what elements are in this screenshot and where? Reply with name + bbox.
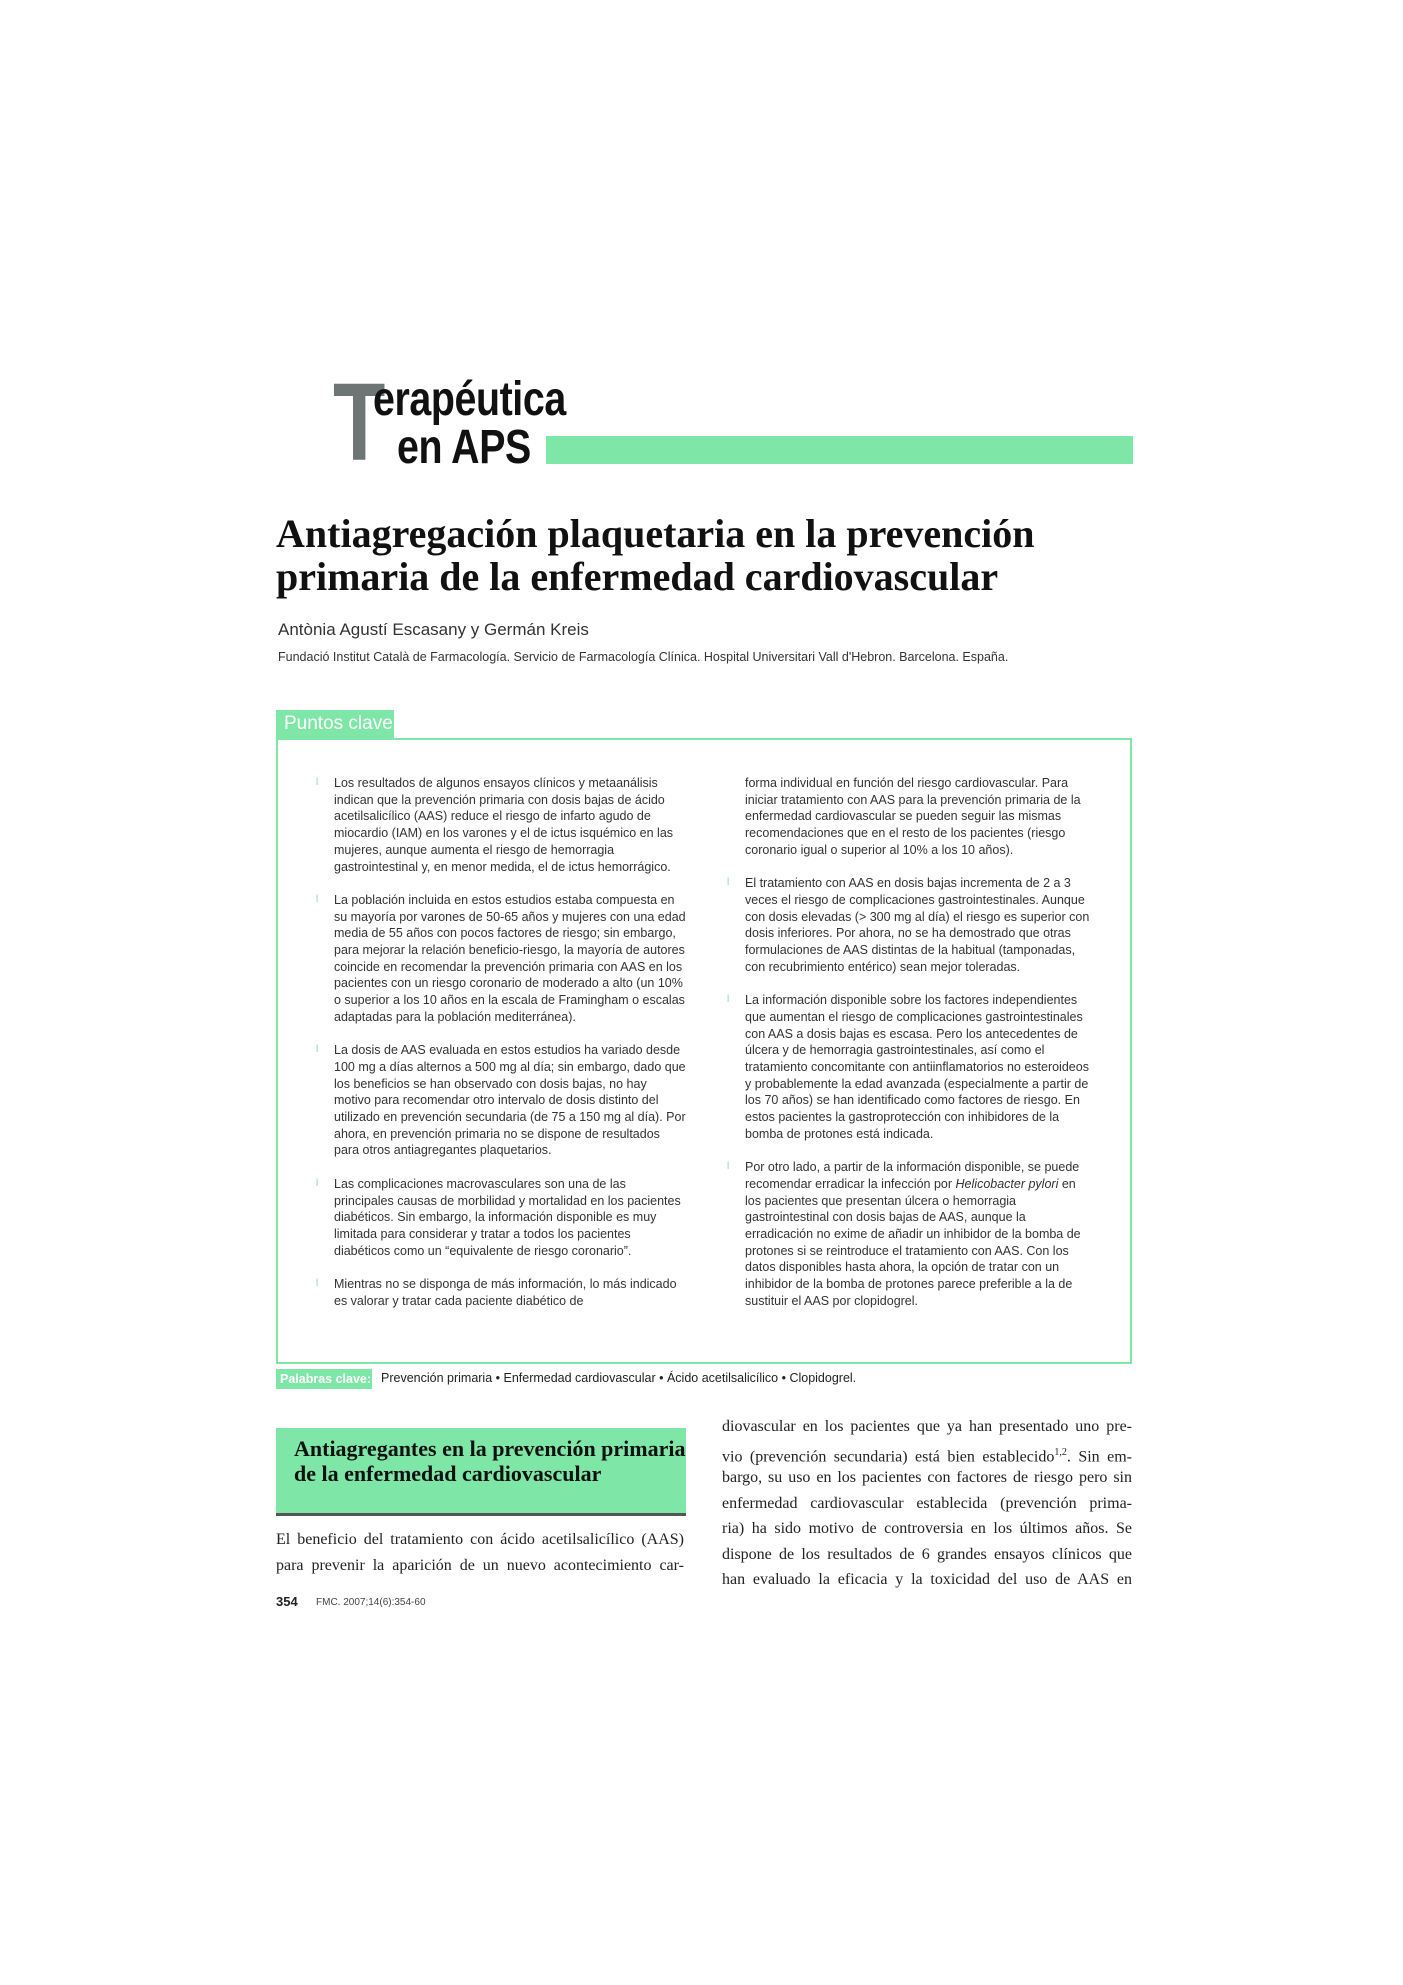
body-line: bargo, su uso en los pacientes con factores de riesgo pero sin [722,1469,1132,1486]
section-logo-bar [546,436,1133,464]
key-point-item: l Los resultados de algunos ensayos clínicos y metaanálisis indican que la prevención primaria con dosis bajas de ácido acetilsalicílico (AAS) reduce el riesgo de infarto agudo de miocardio (IAM) en los varones y el de ictus isquémico en las mujeres, aunque aumenta el riesgo de hemorragia gastrointestinal y, en menor medida, el de ictus hemorrágico. [316,776,674,874]
body-line: diovascular en los pacientes que ya han presentado uno pre- [722,1418,1132,1435]
bullet-icon: l [316,777,319,788]
key-point-item: l Por otro lado, a partir de la información disponible, se puede recomendar erradicar la infección por Helicobacter pylori en los pacientes que presentan úlcera o hemorragia gastrointestinal con dosis bajas de AAS, aunque la erradicación no exime de añadir un inhibidor de la bomba de protones si se reintroduce el tratamiento con AAS. Con los datos disponibles hasta ahora, la opción de tratar con un inhibidor de la bomba de protones parece preferible a la de sustituir el AAS por clopidogrel. [727,1160,1081,1308]
section-logo-line2: en APS [397,421,531,474]
key-points-column-left [316,775,686,1326]
key-point-item: l La población incluida en estos estudios estaba compuesta en su mayoría por varones de 50-65 años y mujeres con una edad media de 55 años con pocos factores de riesgo; sin embargo, para mejorar la relación beneficio-riesgo, la mayoría de autores coincide en recomendar la prevención primaria con AAS en los pacientes con un riesgo coronario de moderado a alto (un 10% o superior a los 10 años en la escala de Framingham o escalas adaptadas para la población mediterránea). [316,892,686,1024]
article-authors: Antònia Agustí Escasany y Germán Kreis [278,620,589,639]
citation-ref: 1,2 [1054,1446,1067,1458]
key-point-item: l La dosis de AAS evaluada en estos estudios ha variado desde 100 mg a días alternos a 500 mg al día; sin embargo, dado que los beneficios se han observado con dosis bajas, no hay motivo para recomendar otro intervalo de dosis distinto del utilizado en prevención secundaria (de 75 a 150 mg al día). Por ahora, en prevención primaria no se dispone de resultados para otros antiagregantes plaquetarios. [316,1043,686,1158]
section-logo-initial: T [333,361,384,484]
key-point-item: l Mientras no se disponga de más información, lo más indicado es valorar y tratar cada paciente diabético de [316,1277,677,1308]
bullet-icon: l [727,1161,730,1173]
body-line: ria) ha sido motivo de controversia en los últimos años. Se [722,1520,1132,1537]
page-citation: FMC. 2007;14(6):354-60 [316,1597,426,1608]
bullet-icon: l [316,1278,319,1290]
section-logo-line1: erapéutica [373,373,566,426]
page-number: 354 [276,1594,298,1609]
body-line: dispone de los resultados de 6 grandes ensayos clínicos que [722,1545,1132,1563]
body-line: enfermedad cardiovascular establecida (prevención prima- [722,1494,1132,1512]
key-points-column-right [727,775,1092,1326]
body-column-left [276,1527,684,1578]
bullet-icon: l [727,877,730,889]
article-title: Antiagregación plaquetaria en la prevención primaria de la enfermedad cardiovascular [276,511,1035,599]
keywords-label: Palabras clave: [276,1369,372,1389]
body-line: para prevenir la aparición de un nuevo acontecimiento car- [276,1556,684,1574]
body-line: El beneficio del tratamiento con ácido acetilsalicílico (AAS) [276,1531,684,1548]
keywords-text: Prevención primaria • Enfermedad cardiovascular • Ácido acetilsalicílico • Clopidogrel. [381,1371,857,1385]
body-line-with-citation: vio (prevención secundaria) está bien establecido$^{1,2}$. Sin em- [722,1446,1133,1465]
key-points-label: Puntos clave [276,710,394,738]
section-heading: Antiagregantes en la prevención primaria de la enfermedad cardiovascular [276,1428,686,1516]
species-name: Helicobacter pylori [955,1176,1059,1191]
body-column-right [722,1414,1132,1593]
bullet-icon: l [727,994,730,1006]
body-line: han evaluado la eficacia y la toxicidad del uso de AAS en [722,1571,1132,1588]
key-point-item: l La información disponible sobre los factores independientes que aumentan el riesgo de complicaciones gastrointestinales con AAS a dosis bajas es escasa. Pero los antecedentes de úlcera y de hemorragia gastrointestinales, así como el tratamiento concomitante con antiinflamatorios no esteroideos y probablemente la edad avanzada (especialmente a partir de los 70 años) se han identificado como factores de riesgo. En estos pacientes la gastroprotección con inhibidores de la bomba de protones está indicada. [727,993,1089,1141]
key-point-item: l Las complicaciones macrovasculares son una de las principales causas de morbilidad y mortalidad en los pacientes diabéticos. Sin embargo, la información disponible es muy limitada para considerar y tratar a todos los pacientes diabéticos como un “equivalente de riesgo coronario”. [316,1176,681,1258]
key-point-item-continued: forma individual en función del riesgo cardiovascular. Para iniciar tratamiento con AAS para la prevención primaria de la enfermedad cardiovascular se pueden seguir las mismas recomendaciones que en el resto de los pacientes (riesgo coronario igual o superior al 10% a los 10 años). [745,776,1081,857]
bullet-icon: l [316,1177,319,1189]
bullet-icon: l [316,893,319,905]
article-affiliation: Fundació Institut Català de Farmacología. Servicio de Farmacología Clínica. Hospital Universitari Vall d'Hebron. Barcelona. España. [278,650,1009,664]
bullet-icon: l [316,1044,319,1056]
key-point-item: l El tratamiento con AAS en dosis bajas incrementa de 2 a 3 veces el riesgo de complicaciones gastrointestinales. Aunque con dosis elevadas (> 300 mg al día) el riesgo es superior con dosis inferiores. Por ahora, no se ha demostrado que otras formulaciones de AAS distintas de la habitual (tamponadas, con recubrimiento entérico) sean mejor toleradas. [727,876,1090,974]
